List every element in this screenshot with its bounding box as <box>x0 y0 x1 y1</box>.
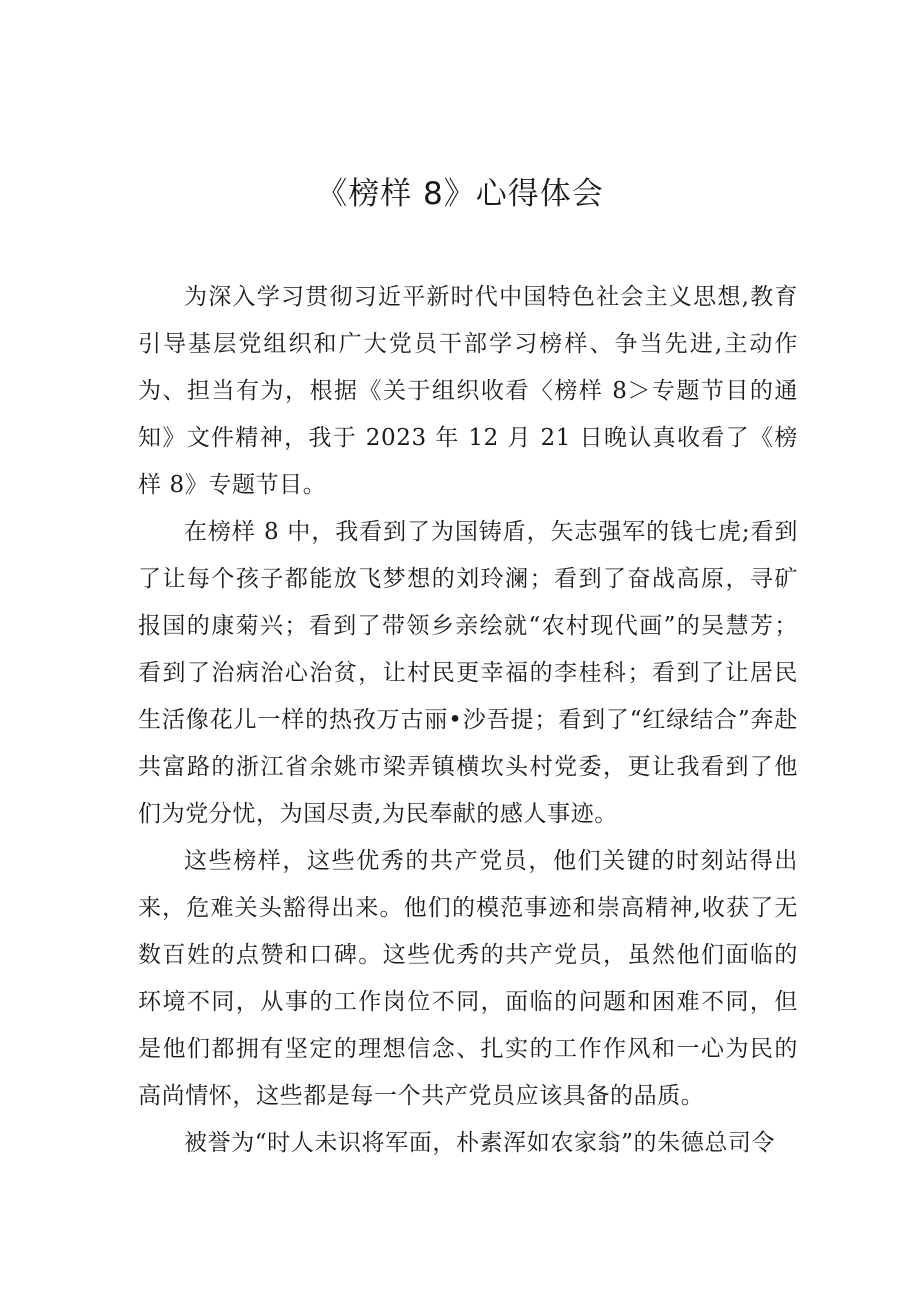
document-body <box>138 274 798 1167</box>
paragraph-4: 被誉为“时人未识将军面，朴素浑如农家翁”的朱德总司令 <box>184 1130 776 1156</box>
paragraph-2: 在榜样 8 中，我看到了为国铸盾，矢志强军的钱七虎;看到了让每个孩子都能放飞梦想的刘玲澜；看到了奋战高原，寻矿报国的康菊兴；看到了带领乡亲绘就“农村现代画”的吴慧芳；看到了治病治心治贫，让村民更幸福的李桂科；看到了让居民生活像花儿一样的热孜万古丽•沙吾提；看到了“红绿结合”奔赴共富路的浙江省余姚市梁弄镇横坎头村党委，更让我看到了他们为党分忧，为国尽责,为民奉献的感人事迹。 <box>138 519 798 827</box>
paragraph-3: 这些榜样，这些优秀的共产党员，他们关键的时刻站得出来，危难关头豁得出来。他们的模范事迹和崇高精神,收获了无数百姓的点赞和口碑。这些优秀的共产党员，虽然他们面临的环境不同，从事的工作岗位不同，面临的问题和困难不同，但是他们都拥有坚定的理想信念、扎实的工作作风和一心为民的高尚情怀，这些都是每一个共产党员应该具备的品质。 <box>138 848 798 1109</box>
document-title: 《榜样 8》心得体会 <box>316 176 604 212</box>
paragraph-1: 为深入学习贯彻习近平新时代中国特色社会主义思想,教育引导基层党组织和广大党员干部学习榜样、争当先进,主动作为、担当有为，根据《关于组织收看〈榜样 8＞专题节目的通知》文件精神，我于 2023 年 12 月 21 日晚认真收看了《榜样 8》专题节目。 <box>138 284 798 498</box>
